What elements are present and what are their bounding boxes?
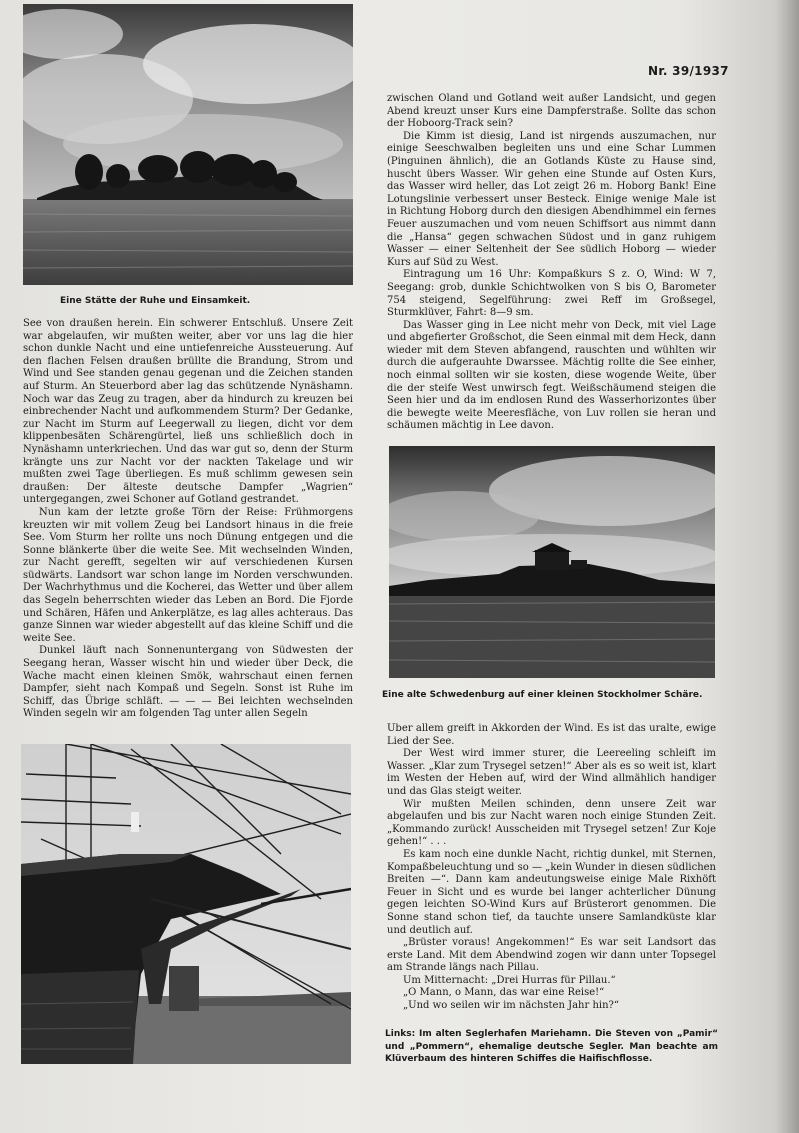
page-number: Nr. 39/1937 (648, 64, 729, 78)
paragraph: „O Mann, o Mann, das war eine Reise!“ (403, 987, 605, 999)
paragraph: Dunkel läuft nach Sonnenuntergang von Südwesten der Seegang heran, Wasser wischt hin und wieder über Deck, die Wache macht einen kleinen Smök, wahrschaut einen fernen Dampfer, sieht nach Kompaß und Segeln. Sonst ist Ruhe im Schiff, das Übrige schläft. — — — Bei leichten wechselnden Winden segeln wir am folgenden Tag unter allen Segeln (23, 645, 353, 720)
paragraph: Der West wird immer sturer, die Leereeling schleift im Wasser. „Klar zum Trysegel setzen!“ Aber als es so weit ist, klart im Westen der Heben auf, wird der Wind allmählich handiger und das Glas steigt weiter. (387, 748, 716, 797)
paragraph: Das Wasser ging in Lee nicht mehr von Deck, mit viel Lage und abgefierter Großschot, die Seen einmal mit dem Heck, dann wieder mit dem Steven abfangend, rauschten und wühlten wir durch die aufgerauhte Dwarssee. Mächtig rollte die See einher, noch einmal sollten wir sie kosten, diese wogende Weite, über die der steife West unwirsch fegt. Weißschäumend steigen die Seen hier und da im endlosen Rund des Wasserhorizontes über die bewegte weite Meeresfläche, von Luv rollen sie heran und schäumen mächtig in Lee davon. (387, 319, 716, 432)
paragraph: „Und wo seilen wir im nächsten Jahr hin?“ (403, 1000, 620, 1012)
ships-bow-photo (21, 744, 351, 1064)
paragraph: Um Mitternacht: „Drei Hurras für Pillau.“ (403, 974, 616, 986)
island-photo-caption: Eine Stätte der Ruhe und Einsamkeit. (60, 296, 251, 306)
ships-bow-photo-caption: Links: Im alten Seglerhafen Mariehamn. Die Steven von „Pamir“ und „Pommern“, ehemalige deutsche Segler. Man beachte am Klüverbaum des hinteren Schiffes die Haifischflosse. (385, 1029, 718, 1064)
paragraph: See von draußen herein. Ein schwerer Entschluß. Unsere Zeit war abgelaufen, wir mußten weiter, aber vor uns lag die hier schon dunkle Nacht und eine untiefenreiche Aussteuerung. Auf den flachen Felsen draußen brüllte die Brandung, Strom und Wind und See standen genau gegenan und die Zeichen standen auf Sturm. An Steuerbord aber lag das schützende Nynäshamn. Noch war das Zeug zu tragen, aber da hindurch zu kreuzen bei einbrechender Nacht und aufkommendem Sturm? Der Gedanke, zur Nacht im Sturm auf Leegerwall zu liegen, dicht vor dem klippenbesäten Schärengürtel, ließ uns schließlich doch in Nynäshamn unterkriechen. Und das war gut so, denn der Sturm krängte uns zur Nacht vor der nackten Takelage und wir mußten zwei Tage überliegen. Es muß schlimm gewesen sein draußen: Der älteste deutsche Dampfer „Wagrien“ untergegangen, zwei Schoner auf Gotland gestrandet. (23, 318, 353, 506)
paragraph: Über allem greift in Akkorden der Wind. Es ist das uralte, ewige Lied der See. (387, 723, 716, 747)
fortress-photo-caption: Eine alte Schwedenburg auf einer kleinen Stockholmer Schäre. (382, 690, 703, 700)
right-column-text-bottom (387, 723, 716, 1013)
paragraph: Wir mußten Meilen schinden, denn unsere Zeit war abgelaufen und bis zur Nacht waren noch einige Stunden Zeit. „Kommando zurück! Ausscheiden mit Trysegel setzen! Zur Koje gehen!“ . . . (387, 798, 716, 848)
left-column-text (23, 318, 353, 734)
paragraph: „Brüster voraus! Angekommen!“ Es war seit Landsort das erste Land. Mit dem Abendwind zogen wir dann unter Topsegel am Strande längs nach Pillau. (387, 937, 716, 974)
paragraph: Es kam noch eine dunkle Nacht, richtig dunkel, mit Sternen, Kompaßbeleuchtung und so — „kein Wunder in diesen südlichen Breiten —“. Dann kam andeutungsweise einige Male Rixhöft Feuer in Sicht und es wurde bei langer achterlicher Dünung gegen leichten SO-Wind Kurs auf Brüsterort genommen. Die Sonne stand schon tief, da tauchte unsere Samlandküste klar und deutlich auf. (387, 848, 716, 936)
right-column-text-top (387, 93, 716, 433)
fortress-photo (389, 446, 715, 678)
paragraph: Nun kam der letzte große Törn der Reise: Frühmorgens kreuzten wir mit vollem Zeug bei Landsort hinaus in die freie See. Vom Sturm her rollte uns noch Dünung entgegen und die Sonne blänkerte über die weite See. Mit wechselnden Winden, zur Nacht gerefft, segelten wir auf verschiedenen Kursen südwärts. Landsort war schon lange im Norden verschwunden. Der Wachrhythmus und die Kocherei, das Wetter und über allem das Segeln beherrschten wieder das Leben an Bord. Die Fjorde und Schären, Häfen und Ankerplätze, es lag alles achteraus. Das ganze Sinnen war wieder abgestellt auf das kleine Schiff und die weite See. (23, 506, 353, 644)
paragraph: Eintragung um 16 Uhr: Kompaßkurs S z. O, Wind: W 7, Seegang: grob, dunkle Schichtwolken von S bis O, Barometer 754 steigend, Segelführung: zwei Reff im Großsegel, Sturmklüver, Fahrt: 8—9 sm. (387, 269, 716, 319)
island-photo (23, 4, 353, 285)
paragraph: Die Kimm ist diesig, Land ist nirgends auszumachen, nur einige Seeschwalben begleiten uns und eine Schar Lummen (Pinguinen ähnlich), die an Gotlands Küste zu Hause sind, huscht übers Wasser. Wir gehen eine Stunde auf Osten Kurs, das Wasser wird heller, das Lot zeigt 26 m. Hoborg Bank! Eine Lotungslinie verbessert unser Besteck. Einige wenige Male ist in Richtung Hoborg durch den diesigen Abendhimmel ein fernes Feuer auszumachen und vom neuen Schiffsort aus nimmt dann die „Hansa“ gegen schwachen Südost und in ganz ruhigem Wasser — einer Seltenheit der See südlich Hoborg — wieder Kurs auf Süd zu West. (387, 130, 716, 268)
paragraph: zwischen Öland und Gotland weit außer Landsicht, und gegen Abend kreuzt unser Kurs eine Dampferstraße. Sollte das schon der Hoboorg-Track sein? (387, 93, 716, 130)
